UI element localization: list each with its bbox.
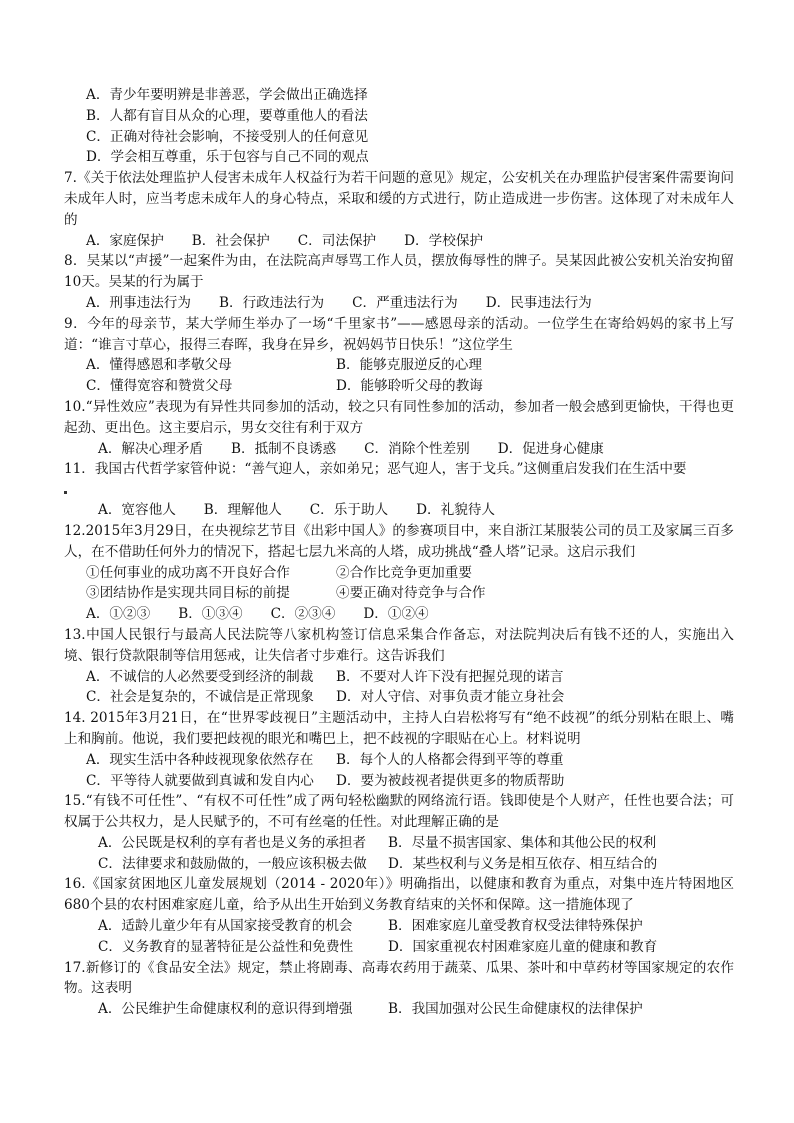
question-stem: 7.《关于依法处理监护人侵害未成年人权益行为若干问题的意见》规定，公安机关在办理监护侵害案件需要询问未成年人时，应当考虑未成年人的身心特点，采取和缓的方式进行，防止造成进一步伤害。这体现了对未成年人的 bbox=[64, 170, 734, 228]
option-c: C．法律要求和鼓励做的，一般应该积极去做 bbox=[98, 855, 367, 872]
options-row bbox=[64, 293, 734, 314]
option-a: A．不诚信的人必然要受到经济的制裁 bbox=[86, 668, 314, 685]
options-row bbox=[64, 916, 734, 937]
option-c: C．社会是复杂的，不诚信是正常现象 bbox=[86, 689, 314, 706]
question-7 bbox=[64, 168, 734, 251]
question-stem: 10.“异性效应”表现为有异性共同参加的活动，较之只有同性参加的活动，参加者一般会感到更愉快，干得也更起劲、更出色。这主要启示，男女交往有利于双方 bbox=[64, 398, 734, 436]
statements-row bbox=[64, 583, 734, 604]
option-c: C．乐于助人 bbox=[309, 502, 389, 519]
question-stem: 15.“有钱不可任性”、“有权不可任性”成了两句轻松幽默的网络流行语。钱即使是个人财产，任性也要合法；可权属于公共权力，是人民赋予的，不可有丝毫的任性。对此理解正确的是 bbox=[64, 793, 734, 831]
option-c: C．义务教育的显著特征是公益性和免费性 bbox=[98, 938, 354, 955]
option-c: C．正确对待社会影响，不接受别人的任何意见 bbox=[86, 128, 369, 145]
option-a: A．①②③ bbox=[86, 606, 151, 623]
option-a: A．青少年要明辨是非善恶，学会做出正确选择 bbox=[86, 87, 368, 103]
options-row bbox=[64, 750, 734, 771]
options-row bbox=[64, 833, 734, 854]
option-d: D．民事违法行为 bbox=[485, 294, 592, 311]
statement-1: ①任何事业的成功离不开良好合作 bbox=[86, 564, 290, 581]
question-14 bbox=[64, 708, 734, 791]
option-b: B．抵制不良诱惑 bbox=[230, 440, 337, 457]
question-10 bbox=[64, 397, 734, 459]
option-b: B．行政违法行为 bbox=[218, 294, 325, 311]
question-stem: 16.《国家贫困地区儿童发展规划（2014 - 2020年）》明确指出，以健康和教育为重点，对集中连片特困地区680个县的农村困难家庭儿童，给予从出生开始到义务教育结束的关怀和保障。这一措施体现了 bbox=[64, 876, 734, 914]
statement-3: ③团结协作是实现共同目标的前提 bbox=[86, 585, 290, 602]
option-b: B．能够克服逆反的心理 bbox=[336, 357, 482, 374]
options-row bbox=[64, 376, 734, 397]
option-d: D．学校保护 bbox=[404, 232, 484, 249]
question-stem: 9．今年的母亲节，某大学师生举办了一场“千里家书”——感恩母亲的活动。一位学生在寄给妈妈的家书上写道：“谁言寸草心，报得三春晖，我身在异乡，祝妈妈节日快乐！”这位学生 bbox=[64, 315, 734, 353]
option-c: C．司法保护 bbox=[297, 232, 377, 249]
question-12 bbox=[64, 521, 734, 625]
question-9 bbox=[64, 314, 734, 397]
question-stem: 8．吴某以“声援”一起案件为由，在法院高声辱骂工作人员，摆放侮辱性的牌子。吴某因此被公安机关治安拘留10天。吴某的行为属于 bbox=[64, 253, 734, 291]
option-b: B．每个人的人格都会得到平等的尊重 bbox=[336, 751, 564, 768]
option-a: A．宽容他人 bbox=[98, 502, 176, 519]
question-stem: 11．我国古代哲学家管仲说：“善气迎人，亲如弟兄；恶气迎人，害于戈兵。”这侧重启发我们在生活中要 bbox=[64, 461, 687, 478]
question-list bbox=[64, 85, 734, 1020]
option-a: A．适龄儿童少年有从国家接受教育的机会 bbox=[98, 918, 353, 935]
option-c: C．平等待人就要做到真诚和发自内心 bbox=[86, 772, 314, 789]
options-row bbox=[64, 667, 734, 688]
statement-2: ②合作比竞争更加重要 bbox=[336, 564, 472, 581]
question-15 bbox=[64, 791, 734, 874]
option-d: D．学会相互尊重，乐于包容与自己不同的观点 bbox=[86, 149, 369, 166]
options-row bbox=[64, 771, 734, 792]
option-b: B．我国加强对公民生命健康权的法律保护 bbox=[388, 1001, 643, 1018]
stray-dot bbox=[64, 480, 734, 500]
option-c: C．②③④ bbox=[270, 606, 336, 623]
question-17 bbox=[64, 958, 734, 1020]
options-row bbox=[64, 999, 734, 1020]
question-stem: 12.2015年3月29日，在央视综艺节目《出彩中国人》的参赛项目中，来自浙江某服装公司的员工及家属三百多人，在不借助任何外力的情况下，搭起七层九米高的人塔，成功挑战“叠人塔”记录。这启示我们 bbox=[64, 522, 734, 560]
question-8 bbox=[64, 251, 734, 313]
option-a: A．刑事违法行为 bbox=[86, 294, 191, 311]
option-a: A．现实生活中各种歧视现象依然存在 bbox=[86, 751, 314, 768]
option-d: D．能够聆听父母的教诲 bbox=[336, 378, 483, 395]
option-b: B．不要对人许下没有把握兑现的诺言 bbox=[336, 668, 564, 685]
option-a: A．家庭保护 bbox=[86, 232, 164, 249]
option-b: B．理解他人 bbox=[203, 502, 282, 519]
options-row bbox=[64, 937, 734, 958]
options-row bbox=[64, 500, 734, 521]
question-6-options bbox=[64, 85, 734, 168]
options-row bbox=[64, 439, 734, 460]
question-13 bbox=[64, 625, 734, 708]
option-a: A．公民既是权利的享有者也是义务的承担者 bbox=[98, 834, 367, 851]
option-b: B．困难家庭儿童受教育权受法律特殊保护 bbox=[388, 918, 643, 935]
question-stem: 13.中国人民银行与最高人民法院等八家机构签订信息采集合作备忘，对法院判决后有钱不还的人，实施出入境、银行贷款限制等信用惩戒，让失信者寸步难行。这告诉我们 bbox=[64, 626, 734, 664]
options-row bbox=[64, 604, 734, 625]
option-d: D．礼貌待人 bbox=[416, 502, 496, 519]
question-stem: 14. 2015年3月21日，在“世界零歧视日”主题活动中，主持人白岩松将写有“绝不歧视”的纸分别粘在眼上、嘴上和胸前。他说，我们要把歧视的眼光和嘴巴上，把不歧视的字眼贴在心上。材料说明 bbox=[64, 710, 734, 747]
option-b: B．①③④ bbox=[178, 606, 243, 623]
question-16 bbox=[64, 874, 734, 957]
option-c: C．消除个性差别 bbox=[364, 440, 470, 457]
statement-4: ④要正确对待竞争与合作 bbox=[336, 585, 486, 602]
option-d: D．某些权利与义务是相互依存、相互结合的 bbox=[388, 855, 658, 872]
option-b: B．社会保护 bbox=[191, 232, 270, 249]
options-row bbox=[64, 687, 734, 708]
option-d: D．要为被歧视者提供更多的物质帮助 bbox=[336, 772, 565, 789]
options-row bbox=[64, 854, 734, 875]
option-d: D．促进身心健康 bbox=[497, 440, 604, 457]
option-c: C．严重违法行为 bbox=[352, 294, 458, 311]
option-a: A．懂得感恩和孝敬父母 bbox=[86, 357, 232, 374]
option-d: D．国家重视农村困难家庭儿童的健康和教育 bbox=[388, 938, 658, 955]
option-a: A．解决心理矛盾 bbox=[98, 440, 203, 457]
question-stem: 17.新修订的《食品安全法》规定，禁止将剧毒、高毒农药用于蔬菜、瓜果、茶叶和中草药材等国家规定的农作物。这表明 bbox=[64, 959, 734, 997]
option-d: D．①②④ bbox=[363, 606, 429, 623]
options-row bbox=[64, 231, 734, 252]
option-b: B．尽量不损害国家、集体和其他公民的权利 bbox=[388, 834, 657, 851]
option-a: A．公民维护生命健康权利的意识得到增强 bbox=[98, 1001, 353, 1018]
option-d: D．对人守信、对事负责才能立身社会 bbox=[336, 689, 565, 706]
statements-row bbox=[64, 563, 734, 584]
question-11 bbox=[64, 459, 734, 521]
option-b: B．人都有盲目从众的心理，要尊重他人的看法 bbox=[86, 107, 368, 124]
options-row bbox=[64, 355, 734, 376]
option-c: C．懂得宽容和赞赏父母 bbox=[86, 378, 233, 395]
